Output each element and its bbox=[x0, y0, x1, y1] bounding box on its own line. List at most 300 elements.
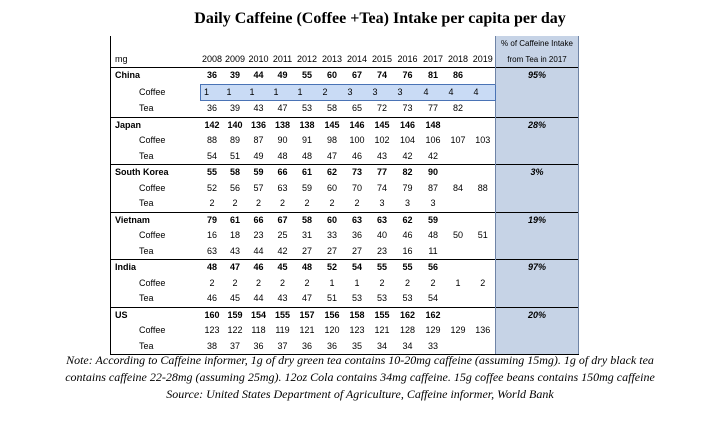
coffee-label: Coffee bbox=[111, 276, 201, 292]
pct-spacer bbox=[496, 291, 579, 307]
header-spacer bbox=[320, 36, 345, 52]
total-cell: 136 bbox=[247, 117, 271, 133]
coffee-cell: 51 bbox=[477, 230, 488, 240]
coffee-cell: 91 bbox=[301, 135, 312, 145]
coffee-cell: 2 bbox=[379, 277, 385, 288]
tea-cell: 58 bbox=[326, 103, 337, 113]
coffee-cell: 1 bbox=[271, 84, 295, 101]
total-cell bbox=[471, 68, 496, 85]
coffee-cell: 123 bbox=[349, 325, 365, 335]
total-cell: 66 bbox=[247, 212, 271, 228]
tea-cell bbox=[471, 149, 496, 165]
pct-spacer bbox=[496, 101, 579, 118]
tea-label: Tea bbox=[111, 149, 201, 165]
coffee-cell: 2 bbox=[404, 277, 410, 288]
tea-row bbox=[111, 244, 579, 260]
tea-share-cell: 3% bbox=[496, 165, 579, 181]
tea-row bbox=[111, 101, 579, 118]
coffee-row bbox=[111, 228, 579, 244]
coffee-cell: 128 bbox=[399, 325, 416, 335]
coffee-cell: 106 bbox=[425, 135, 441, 145]
tea-cell: 47 bbox=[326, 150, 337, 161]
total-cell: 138 bbox=[295, 117, 320, 133]
total-cell: 157 bbox=[295, 307, 320, 323]
coffee-cell: 88 bbox=[477, 182, 488, 193]
total-cell: 158 bbox=[345, 307, 370, 323]
tea-cell: 16 bbox=[402, 245, 413, 256]
coffee-cell: 31 bbox=[301, 230, 312, 240]
total-cell: 59 bbox=[421, 212, 446, 228]
total-cell: 145 bbox=[370, 117, 395, 133]
total-cell: 76 bbox=[395, 68, 421, 85]
coffee-cell: 129 bbox=[425, 325, 441, 335]
total-cell: 155 bbox=[271, 307, 295, 323]
tea-cell: 43 bbox=[253, 103, 264, 113]
coffee-cell: 129 bbox=[450, 325, 466, 335]
coffee-row bbox=[111, 276, 579, 292]
tea-cell: 34 bbox=[395, 339, 421, 355]
coffee-cell: 121 bbox=[374, 325, 390, 335]
pct-spacer bbox=[496, 196, 579, 212]
coffee-cell: 84 bbox=[452, 182, 463, 193]
tea-cell: 2 bbox=[304, 198, 310, 208]
coffee-label: Coffee bbox=[111, 181, 201, 197]
tea-cell: 3 bbox=[430, 198, 436, 208]
year-header: 2012 bbox=[296, 53, 318, 64]
tea-cell: 39 bbox=[229, 103, 240, 113]
coffee-cell: 70 bbox=[351, 182, 362, 193]
pct-spacer bbox=[496, 228, 579, 244]
header-spacer bbox=[271, 36, 295, 52]
total-cell: 79 bbox=[201, 212, 224, 228]
total-cell: 61 bbox=[295, 165, 320, 181]
tea-cell: 54 bbox=[206, 150, 217, 161]
tea-cell: 48 bbox=[277, 150, 288, 161]
country-row bbox=[111, 260, 579, 276]
tea-cell: 3 bbox=[379, 198, 385, 208]
total-cell: 44 bbox=[247, 68, 271, 85]
coffee-cell: 102 bbox=[374, 135, 390, 145]
tea-cell: 73 bbox=[402, 103, 413, 113]
coffee-cell: 52 bbox=[206, 182, 217, 193]
tea-cell: 35 bbox=[345, 339, 370, 355]
tea-cell: 77 bbox=[427, 103, 438, 113]
pct-spacer bbox=[496, 181, 579, 197]
coffee-cell: 136 bbox=[475, 325, 491, 335]
coffee-cell: 104 bbox=[399, 135, 416, 145]
coffee-cell: 4 bbox=[446, 84, 471, 101]
country-name: US bbox=[111, 307, 201, 323]
header-spacer bbox=[295, 36, 320, 52]
coffee-row bbox=[111, 84, 579, 101]
coffee-cell: 16 bbox=[206, 230, 217, 240]
tea-cell: 51 bbox=[326, 293, 337, 303]
total-cell: 54 bbox=[345, 260, 370, 276]
total-cell: 36 bbox=[201, 68, 224, 85]
tea-cell: 72 bbox=[376, 103, 387, 113]
tea-cell: 53 bbox=[301, 103, 312, 113]
total-cell: 138 bbox=[271, 117, 295, 133]
header-spacer bbox=[421, 36, 446, 52]
total-cell: 58 bbox=[224, 165, 247, 181]
tea-label: Tea bbox=[111, 244, 201, 260]
total-cell: 67 bbox=[271, 212, 295, 228]
tea-cell: 2 bbox=[354, 198, 360, 208]
header-row-1 bbox=[111, 36, 579, 52]
coffee-cell: 2 bbox=[209, 277, 215, 288]
tea-cell: 34 bbox=[370, 339, 395, 355]
coffee-cell: 87 bbox=[253, 135, 264, 145]
coffee-cell: 3 bbox=[395, 84, 421, 101]
country-row bbox=[111, 165, 579, 181]
year-header: 2010 bbox=[248, 53, 269, 64]
coffee-row bbox=[111, 323, 579, 339]
total-cell: 60 bbox=[320, 68, 345, 85]
tea-cell bbox=[446, 196, 471, 212]
header-spacer bbox=[247, 36, 271, 52]
pct-spacer bbox=[496, 84, 579, 101]
coffee-cell: 120 bbox=[324, 325, 340, 335]
pct-spacer bbox=[496, 276, 579, 292]
caffeine-table bbox=[110, 36, 579, 355]
total-cell: 55 bbox=[295, 68, 320, 85]
coffee-cell: 2 bbox=[279, 277, 285, 288]
coffee-row bbox=[111, 133, 579, 149]
total-cell: 146 bbox=[395, 117, 421, 133]
coffee-cell: 1 bbox=[295, 84, 320, 101]
country-name: South Korea bbox=[111, 165, 201, 181]
unit-label: mg bbox=[111, 52, 201, 68]
coffee-cell: 4 bbox=[421, 84, 446, 101]
coffee-cell: 98 bbox=[326, 135, 337, 145]
tea-cell: 2 bbox=[279, 198, 285, 208]
coffee-cell: 50 bbox=[452, 230, 463, 240]
coffee-cell: 57 bbox=[253, 182, 264, 193]
tea-cell: 37 bbox=[271, 339, 295, 355]
source-line: Source: United States Department of Agriculture, Caffeine informer, World Bank bbox=[166, 387, 554, 401]
coffee-cell: 88 bbox=[206, 135, 217, 145]
total-cell: 48 bbox=[295, 260, 320, 276]
note-line: contains caffeine 22-28mg (assuming 25mg). 12oz Cola contains 34mg caffeine. 15g coffee beans contains 150mg caffeine bbox=[65, 370, 655, 384]
tea-cell: 51 bbox=[229, 150, 240, 161]
total-cell bbox=[446, 260, 471, 276]
coffee-cell: 23 bbox=[253, 230, 264, 240]
country-row bbox=[111, 307, 579, 323]
coffee-cell: 4 bbox=[471, 84, 496, 101]
tea-cell: 37 bbox=[224, 339, 247, 355]
coffee-cell: 89 bbox=[229, 135, 240, 145]
coffee-cell: 100 bbox=[349, 135, 365, 145]
total-cell: 66 bbox=[271, 165, 295, 181]
header-row-2 bbox=[111, 52, 579, 68]
coffee-cell: 2 bbox=[232, 277, 238, 288]
total-cell: 155 bbox=[370, 307, 395, 323]
country-name: Vietnam bbox=[111, 212, 201, 228]
total-cell: 63 bbox=[370, 212, 395, 228]
table-title: Daily Caffeine (Coffee +Tea) Intake per capita per day bbox=[194, 10, 566, 27]
total-cell: 86 bbox=[446, 68, 471, 85]
year-header: 2019 bbox=[472, 53, 493, 64]
total-cell: 162 bbox=[421, 307, 446, 323]
coffee-cell: 2 bbox=[480, 277, 486, 288]
year-header: 2009 bbox=[224, 53, 246, 64]
total-cell: 39 bbox=[224, 68, 247, 85]
header-spacer bbox=[201, 36, 224, 52]
coffee-cell: 123 bbox=[204, 325, 220, 335]
coffee-cell: 87 bbox=[427, 182, 438, 193]
coffee-cell: 74 bbox=[376, 182, 387, 193]
tea-cell: 2 bbox=[329, 198, 335, 208]
total-cell: 73 bbox=[345, 165, 370, 181]
tea-cell: 43 bbox=[376, 150, 387, 161]
coffee-cell: 121 bbox=[299, 325, 315, 335]
coffee-label: Coffee bbox=[111, 228, 201, 244]
year-header: 2008 bbox=[201, 53, 223, 64]
total-cell bbox=[471, 307, 496, 323]
coffee-label: Coffee bbox=[111, 133, 201, 149]
coffee-cell: 33 bbox=[326, 230, 337, 240]
total-cell: 45 bbox=[271, 260, 295, 276]
tea-share-cell: 19% bbox=[496, 212, 579, 228]
total-cell: 140 bbox=[224, 117, 247, 133]
coffee-cell: 79 bbox=[402, 182, 413, 193]
header-spacer bbox=[370, 36, 395, 52]
tea-label: Tea bbox=[111, 101, 201, 118]
coffee-cell: 1 bbox=[455, 277, 461, 288]
total-cell bbox=[471, 212, 496, 228]
total-cell: 47 bbox=[224, 260, 247, 276]
country-row bbox=[111, 68, 579, 85]
tea-cell: 38 bbox=[201, 339, 224, 355]
coffee-cell: 59 bbox=[301, 182, 312, 193]
coffee-cell: 90 bbox=[277, 135, 288, 145]
tea-label: Tea bbox=[111, 291, 201, 307]
total-cell: 145 bbox=[320, 117, 345, 133]
tea-cell: 43 bbox=[277, 293, 288, 303]
tea-row bbox=[111, 196, 579, 212]
tea-share-cell: 28% bbox=[496, 117, 579, 133]
tea-cell: 53 bbox=[351, 293, 362, 303]
tea-cell: 45 bbox=[229, 293, 240, 303]
tea-cell: 47 bbox=[301, 293, 312, 303]
tea-cell: 46 bbox=[206, 293, 217, 303]
tea-cell: 49 bbox=[253, 150, 264, 161]
total-cell: 62 bbox=[320, 165, 345, 181]
total-cell: 46 bbox=[247, 260, 271, 276]
pct-spacer bbox=[496, 133, 579, 149]
tea-cell: 48 bbox=[301, 150, 312, 161]
tea-label: Tea bbox=[111, 196, 201, 212]
total-cell: 77 bbox=[370, 165, 395, 181]
year-header: 2011 bbox=[272, 53, 293, 64]
coffee-cell: 2 bbox=[304, 277, 310, 288]
tea-cell bbox=[446, 244, 471, 260]
tea-cell: 36 bbox=[320, 339, 345, 355]
total-cell: 55 bbox=[370, 260, 395, 276]
header-spacer bbox=[224, 36, 247, 52]
total-cell: 156 bbox=[320, 307, 345, 323]
tea-cell: 3 bbox=[404, 198, 410, 208]
total-cell bbox=[446, 307, 471, 323]
tea-label: Tea bbox=[111, 339, 201, 355]
year-header: 2013 bbox=[321, 53, 343, 64]
total-cell: 55 bbox=[395, 260, 421, 276]
country-name: India bbox=[111, 260, 201, 276]
total-cell: 56 bbox=[421, 260, 446, 276]
tea-cell: 53 bbox=[376, 293, 387, 303]
tea-cell: 53 bbox=[402, 293, 413, 303]
coffee-cell: 3 bbox=[345, 84, 370, 101]
coffee-cell: 48 bbox=[427, 230, 438, 240]
coffee-cell: 2 bbox=[430, 277, 436, 288]
tea-cell: 63 bbox=[206, 245, 217, 256]
tea-cell: 42 bbox=[277, 245, 288, 256]
coffee-cell: 1 bbox=[224, 84, 247, 101]
country-row bbox=[111, 212, 579, 228]
coffee-cell: 1 bbox=[354, 277, 360, 288]
tea-cell: 36 bbox=[206, 103, 217, 113]
header-spacer bbox=[395, 36, 421, 52]
tea-share-cell: 95% bbox=[496, 68, 579, 85]
coffee-cell: 18 bbox=[229, 230, 240, 240]
tea-cell: 54 bbox=[427, 293, 438, 303]
tea-cell: 36 bbox=[295, 339, 320, 355]
tea-cell bbox=[446, 291, 471, 307]
total-cell: 48 bbox=[201, 260, 224, 276]
tea-cell: 27 bbox=[351, 245, 362, 256]
tea-cell: 23 bbox=[376, 245, 387, 256]
pct-header-line-2: from Tea in 2017 bbox=[496, 52, 579, 68]
pct-spacer bbox=[496, 323, 579, 339]
country-name: China bbox=[111, 68, 201, 85]
tea-cell: 27 bbox=[326, 245, 337, 256]
country-row bbox=[111, 117, 579, 133]
tea-cell: 2 bbox=[232, 198, 238, 208]
total-cell: 55 bbox=[201, 165, 224, 181]
header-spacer bbox=[345, 36, 370, 52]
coffee-cell: 3 bbox=[370, 84, 395, 101]
tea-cell bbox=[446, 149, 471, 165]
total-cell bbox=[471, 117, 496, 133]
coffee-cell: 1 bbox=[201, 84, 224, 101]
coffee-cell: 56 bbox=[229, 182, 240, 193]
year-header: 2016 bbox=[397, 53, 418, 64]
total-cell: 63 bbox=[345, 212, 370, 228]
tea-share-cell: 97% bbox=[496, 260, 579, 276]
coffee-cell: 119 bbox=[275, 325, 290, 335]
total-cell: 162 bbox=[395, 307, 421, 323]
tea-cell: 65 bbox=[351, 103, 362, 113]
header-spacer bbox=[446, 36, 471, 52]
tea-cell bbox=[471, 101, 496, 118]
tea-cell: 36 bbox=[247, 339, 271, 355]
coffee-row bbox=[111, 181, 579, 197]
total-cell: 52 bbox=[320, 260, 345, 276]
total-cell: 148 bbox=[421, 117, 446, 133]
total-cell: 60 bbox=[320, 212, 345, 228]
tea-cell: 44 bbox=[253, 245, 264, 256]
total-cell: 62 bbox=[395, 212, 421, 228]
total-cell bbox=[446, 165, 471, 181]
total-cell: 67 bbox=[345, 68, 370, 85]
tea-cell: 2 bbox=[209, 198, 215, 208]
tea-cell: 2 bbox=[255, 198, 261, 208]
coffee-cell: 122 bbox=[227, 325, 243, 335]
tea-share-cell: 20% bbox=[496, 307, 579, 323]
note-line: Note: According to Caffeine informer, 1g of dry green tea contains 10-20mg caffeine (assuming 15mg). 1g of dry black tea bbox=[66, 353, 654, 367]
total-cell: 49 bbox=[271, 68, 295, 85]
coffee-cell: 2 bbox=[320, 84, 345, 101]
tea-cell bbox=[471, 244, 496, 260]
coffee-cell: 1 bbox=[329, 277, 335, 288]
coffee-cell: 118 bbox=[251, 325, 266, 335]
total-cell bbox=[446, 117, 471, 133]
tea-cell: 11 bbox=[428, 245, 438, 256]
total-cell: 58 bbox=[295, 212, 320, 228]
total-cell: 81 bbox=[421, 68, 446, 85]
total-cell: 61 bbox=[224, 212, 247, 228]
tea-cell bbox=[471, 196, 496, 212]
total-cell: 142 bbox=[201, 117, 224, 133]
tea-cell: 47 bbox=[277, 103, 288, 113]
country-name: Japan bbox=[111, 117, 201, 133]
coffee-label: Coffee bbox=[111, 323, 201, 339]
tea-row bbox=[111, 291, 579, 307]
year-header: 2017 bbox=[422, 53, 444, 64]
total-cell bbox=[471, 260, 496, 276]
pct-spacer bbox=[496, 149, 579, 165]
total-cell: 82 bbox=[395, 165, 421, 181]
coffee-cell: 46 bbox=[402, 230, 413, 240]
coffee-cell: 36 bbox=[351, 230, 362, 240]
tea-cell: 43 bbox=[229, 245, 240, 256]
tea-cell: 82 bbox=[452, 103, 463, 113]
total-cell bbox=[471, 165, 496, 181]
total-cell bbox=[446, 212, 471, 228]
tea-cell: 42 bbox=[427, 150, 438, 161]
coffee-cell: 25 bbox=[277, 230, 288, 240]
coffee-cell: 107 bbox=[450, 135, 466, 145]
year-header: 2015 bbox=[371, 53, 393, 64]
total-cell: 59 bbox=[247, 165, 271, 181]
total-cell: 154 bbox=[247, 307, 271, 323]
coffee-cell: 103 bbox=[475, 135, 491, 145]
tea-cell: 33 bbox=[421, 339, 446, 355]
total-cell: 74 bbox=[370, 68, 395, 85]
tea-cell: 27 bbox=[301, 245, 312, 256]
tea-cell: 42 bbox=[402, 150, 413, 161]
total-cell: 90 bbox=[421, 165, 446, 181]
header-spacer bbox=[471, 36, 496, 52]
total-cell: 146 bbox=[345, 117, 370, 133]
total-cell: 160 bbox=[201, 307, 224, 323]
pct-header-line-1: % of Caffeine Intake bbox=[496, 36, 579, 52]
tea-cell: 46 bbox=[351, 150, 362, 161]
coffee-cell: 40 bbox=[376, 230, 387, 240]
year-header: 2018 bbox=[447, 53, 469, 64]
year-header: 2014 bbox=[346, 53, 368, 64]
coffee-cell: 1 bbox=[247, 84, 271, 101]
tea-row bbox=[111, 149, 579, 165]
coffee-cell: 2 bbox=[255, 277, 261, 288]
header-spacer bbox=[111, 36, 201, 52]
pct-spacer bbox=[496, 244, 579, 260]
footnote bbox=[0, 352, 720, 403]
tea-cell: 44 bbox=[253, 293, 264, 303]
coffee-cell: 60 bbox=[326, 182, 337, 193]
tea-cell bbox=[471, 291, 496, 307]
total-cell: 159 bbox=[224, 307, 247, 323]
